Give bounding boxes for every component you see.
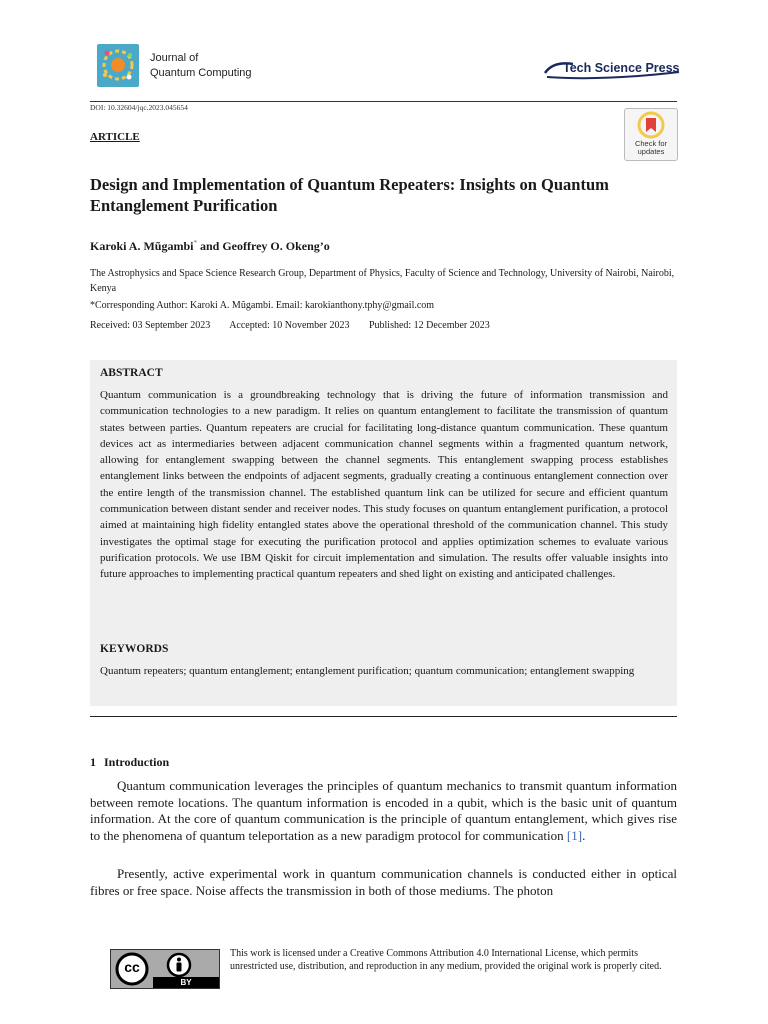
published-date: Published: 12 December 2023 bbox=[368, 320, 490, 331]
article-type: ARTICLE bbox=[90, 131, 140, 143]
keywords-heading: KEYWORDS bbox=[100, 643, 169, 655]
cc-symbol: cc bbox=[124, 959, 140, 975]
affiliation: The Astrophysics and Space Science Research Group, Department of Physics, Faculty of Science and Technology, University of Nairobi, Nairobi, Kenya bbox=[90, 268, 675, 294]
bookmark-icon bbox=[625, 111, 677, 141]
journal-name bbox=[150, 51, 252, 81]
accepted-date: Accepted: 10 November 2023 bbox=[229, 320, 350, 331]
citation-link[interactable]: [1] bbox=[566, 827, 583, 843]
check-for-updates-label: Check for updates bbox=[634, 139, 668, 156]
section-heading-introduction bbox=[90, 755, 169, 770]
abstract-heading: ABSTRACT bbox=[100, 367, 163, 379]
section-title: Introduction bbox=[104, 755, 170, 769]
doi[interactable]: DOI: 10.32604/jqc.2023.045654 bbox=[90, 103, 188, 112]
author-1[interactable]: Karoki A. Mũgambi bbox=[90, 239, 194, 253]
paragraph: Presently, active experimental work in quantum communication channels is conducted either in optical fibres or free space. Noise affects the transmission in both of those mediums. The photon bbox=[90, 866, 677, 898]
corresponding-author: *Corresponding Author: Karoki A. Mũgambi. Email: karokianthony.tphy@gmail.com bbox=[90, 300, 435, 311]
journal-name-line1: Journal of bbox=[150, 52, 199, 64]
authors bbox=[90, 239, 330, 254]
journal-logo bbox=[97, 44, 139, 87]
publisher-logo bbox=[543, 58, 683, 82]
license-text: This work is licensed under a Creative Commons Attribution 4.0 International License, which permits unrestricted use, distribution, and reproduction in any medium, provided the original work is properly cited. bbox=[230, 948, 662, 972]
author-2[interactable]: and Geoffrey O. Okeng’o bbox=[196, 239, 330, 253]
keywords-text: Quantum repeaters; quantum entanglement; entanglement purification; quantum communication; entanglement swapping bbox=[100, 665, 635, 677]
paragraph: Quantum communication leverages the principles of quantum mechanics to transmit quantum information between remote locations. The quantum information is encoded in a qubit, which is the basic unit of quantum information. At the core of quantum communication is the principle of quantum entanglement, which gives rise to the phenomena of quantum teleportation as a new paradigm protocol for communication [1]. bbox=[90, 778, 677, 843]
check-for-updates-badge[interactable] bbox=[624, 108, 678, 161]
abstract-divider bbox=[90, 716, 677, 717]
paper-title: Design and Implementation of Quantum Repeaters: Insights on Quantum Entanglement Purification bbox=[90, 175, 609, 215]
by-label: BY bbox=[180, 978, 192, 987]
section-number: 1 bbox=[90, 755, 96, 769]
header-divider bbox=[90, 101, 677, 102]
journal-name-line2: Quantum Computing bbox=[150, 67, 252, 79]
abstract-text: Quantum communication is a groundbreaking technology that is driving the future of information transmission and communication technologies to a new paradigm. It relies on quantum entanglement to facilitate the transmission of quantum states between parties. Quantum repeaters are crucial for facilitating long-distance quantum communication. These quantum devices act as intermediaries between adjacent communication channel segments within a fragmented quantum network, allowing for entanglement swapping between the channel segments. This entanglement swapping process establishes entanglement links between the endpoints of adjacent segments, gradually creating a continuous entanglement connection over the entire length of the transmission channel. The established quantum link can be utilized for secure and efficient quantum communication between distant sender and receiver nodes. This study focuses on quantum entanglement purification, a protocol aimed at maintaining high fidelity entangled states above the operational threshold of the communication channel. This study investigates the optimal stage for executing the purification protocol and applies optimization schemes to evaluate various purification protocols. We use IBM Qiskit for circuit implementation and simulation. The results offer valuable insights into future approaches to implementing practical quantum repeaters and shed light on existing and anticipated challenges. bbox=[100, 389, 668, 581]
publisher-name: Tech Science Press bbox=[563, 61, 680, 75]
cc-by-license-badge[interactable] bbox=[110, 949, 220, 989]
publication-dates bbox=[90, 320, 507, 331]
corresponding-marker: * bbox=[193, 239, 197, 247]
received-date: Received: 03 September 2023 bbox=[90, 320, 211, 331]
